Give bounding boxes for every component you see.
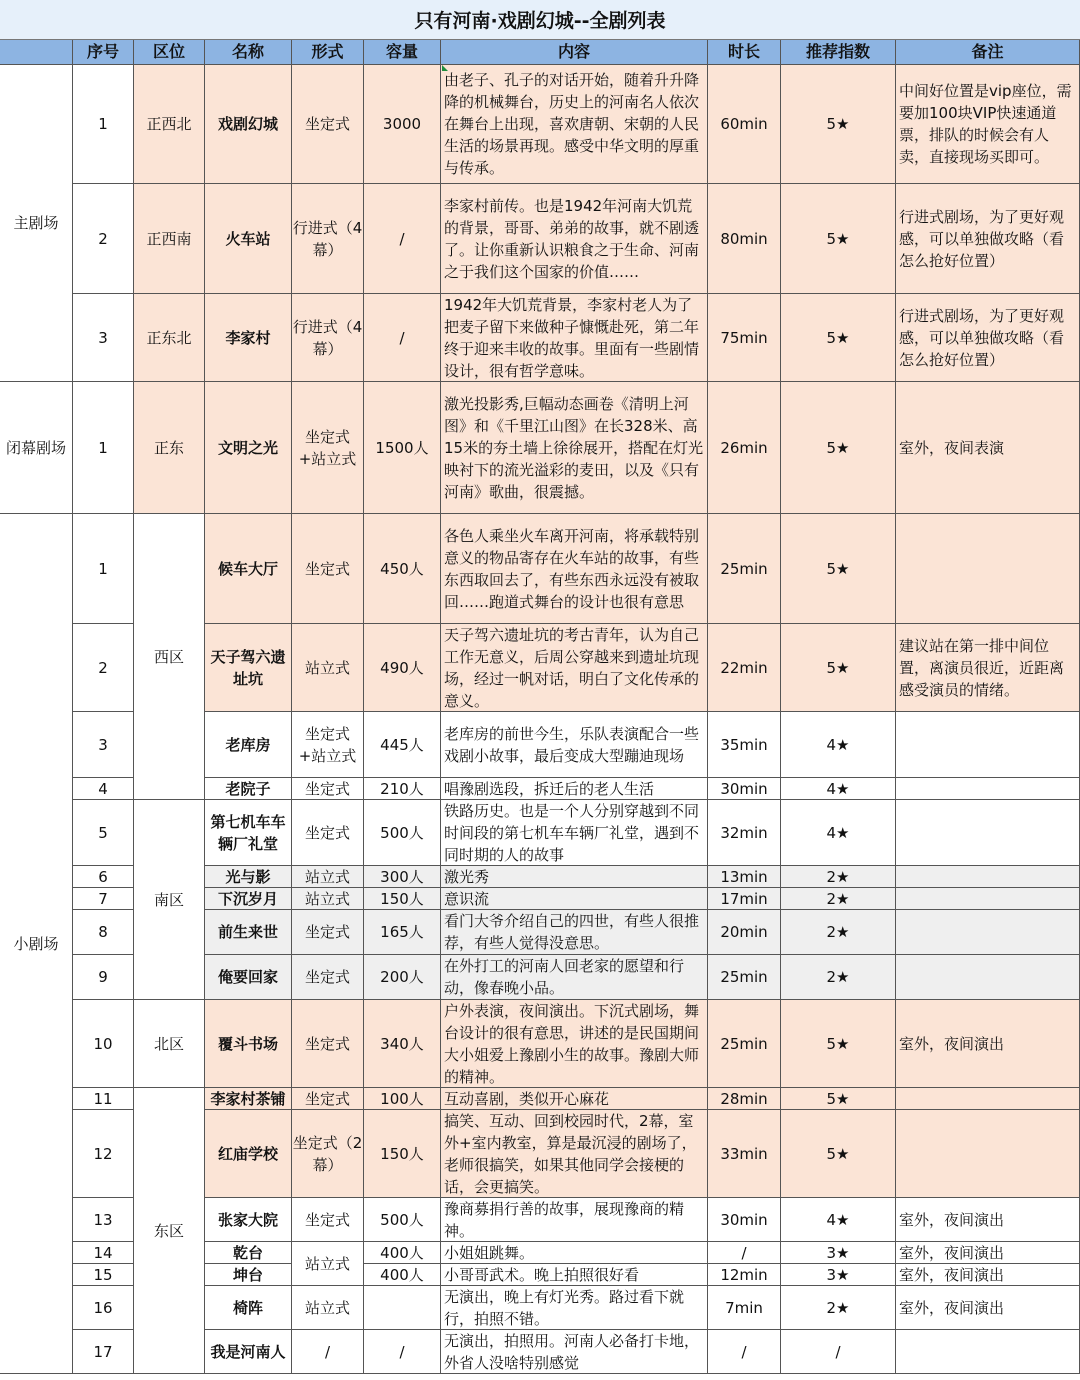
row-number: 1 <box>73 514 134 624</box>
show-capacity: 500人 <box>364 800 441 866</box>
zone-cell: 正东 <box>134 382 205 514</box>
show-name: 乾台 <box>205 1242 292 1264</box>
show-rating: 2★ <box>781 910 896 955</box>
show-content: 小姐姐跳舞。 <box>441 1242 708 1264</box>
header-rating: 推荐指数 <box>781 40 896 65</box>
show-name: 李家村 <box>205 294 292 382</box>
row-number: 12 <box>73 1110 134 1198</box>
row-number: 11 <box>73 1088 134 1110</box>
show-name: 老院子 <box>205 778 292 800</box>
show-capacity: 500人 <box>364 1198 441 1242</box>
group-small: 小剧场 <box>0 514 73 1374</box>
show-content: 铁路历史。也是一个人分别穿越到不同时间段的第七机车车辆厂礼堂，遇到不同时期的人的故事 <box>441 800 708 866</box>
show-rating: 5★ <box>781 184 896 294</box>
row-number: 2 <box>73 624 134 712</box>
show-rating: 5★ <box>781 1088 896 1110</box>
show-content: 无演出，拍照用。河南人必备打卡地，外省人没啥特别感觉 <box>441 1330 708 1374</box>
show-capacity: 450人 <box>364 514 441 624</box>
show-duration: 20min <box>708 910 781 955</box>
zone-south: 南区 <box>134 800 205 1000</box>
show-capacity: 100人 <box>364 1088 441 1110</box>
show-name: 下沉岁月 <box>205 888 292 910</box>
show-content: 唱豫剧选段，拆迁后的老人生活 <box>441 778 708 800</box>
header-group <box>0 40 73 65</box>
show-capacity: 210人 <box>364 778 441 800</box>
zone-cell: 正西南 <box>134 184 205 294</box>
show-capacity: 165人 <box>364 910 441 955</box>
show-name: 光与影 <box>205 866 292 888</box>
header-content: 内容 <box>441 40 708 65</box>
show-name: 戏剧幻城 <box>205 65 292 184</box>
show-rating: 5★ <box>781 382 896 514</box>
show-capacity: 400人 <box>364 1242 441 1264</box>
show-capacity: 400人 <box>364 1264 441 1286</box>
show-capacity: 3000 <box>364 65 441 184</box>
row-number: 7 <box>73 888 134 910</box>
show-note <box>896 712 1080 778</box>
show-rating: 3★ <box>781 1264 896 1286</box>
show-note: 行进式剧场，为了更好观感，可以单独做攻略（看怎么抢好位置） <box>896 294 1080 382</box>
show-form: 站立式 <box>292 866 364 888</box>
show-form: 坐定式 <box>292 800 364 866</box>
row-number: 5 <box>73 800 134 866</box>
show-capacity: 1500人 <box>364 382 441 514</box>
show-duration: 7min <box>708 1286 781 1330</box>
comment-marker-icon <box>442 65 448 71</box>
row-number: 13 <box>73 1198 134 1242</box>
show-note: 建议站在第一排中间位置，离演员很近，近距离感受演员的情绪。 <box>896 624 1080 712</box>
show-note <box>896 955 1080 1000</box>
show-duration: 25min <box>708 1000 781 1088</box>
show-rating: 5★ <box>781 514 896 624</box>
show-name: 李家村茶铺 <box>205 1088 292 1110</box>
header-name: 名称 <box>205 40 292 65</box>
show-content: 搞笑、互动、回到校园时代，2幕，室外+室内教室，算是最沉浸的剧场了，老师很搞笑，如果其他同学会接梗的话，会更搞笑。 <box>441 1110 708 1198</box>
show-note: 行进式剧场，为了更好观感，可以单独做攻略（看怎么抢好位置） <box>896 184 1080 294</box>
header-note: 备注 <box>896 40 1080 65</box>
show-duration: 28min <box>708 1088 781 1110</box>
sheet-title: 只有河南·戏剧幻城--全剧列表 <box>0 0 1080 40</box>
row-number: 2 <box>73 184 134 294</box>
show-content: 李家村前传。也是1942年河南大饥荒的背景，哥哥、弟弟的故事，就不剧透了。让你重新认识粮食之于生命、河南之于我们这个国家的价值…… <box>441 184 708 294</box>
show-note: 中间好位置是vip座位，需要加100块VIP快速通道票，排队的时候会有人卖，直接现场买即可。 <box>896 65 1080 184</box>
show-form: 行进式（4幕） <box>292 294 364 382</box>
show-note <box>896 910 1080 955</box>
show-content: 意识流 <box>441 888 708 910</box>
show-note <box>896 1088 1080 1110</box>
show-duration: 25min <box>708 955 781 1000</box>
show-rating: 2★ <box>781 888 896 910</box>
show-name: 天子驾六遗址坑 <box>205 624 292 712</box>
show-capacity: 150人 <box>364 1110 441 1198</box>
show-form: 坐定式 <box>292 65 364 184</box>
row-number: 3 <box>73 712 134 778</box>
show-content: 1942年大饥荒背景，李家村老人为了把麦子留下来做种子慷慨赴死，第二年终于迎来丰收的故事。里面有一些剧情设计，很有哲学意味。 <box>441 294 708 382</box>
show-duration: 75min <box>708 294 781 382</box>
show-rating: 4★ <box>781 778 896 800</box>
zone-west: 西区 <box>134 514 205 800</box>
show-duration: 12min <box>708 1264 781 1286</box>
show-duration: 60min <box>708 65 781 184</box>
show-form: / <box>292 1330 364 1374</box>
show-rating: 5★ <box>781 1000 896 1088</box>
row-number: 8 <box>73 910 134 955</box>
show-rating: 4★ <box>781 1198 896 1242</box>
show-name: 红庙学校 <box>205 1110 292 1198</box>
show-rating: / <box>781 1330 896 1374</box>
show-form-merged: 站立式 <box>292 1242 364 1286</box>
row-number: 10 <box>73 1000 134 1088</box>
show-duration: 26min <box>708 382 781 514</box>
row-number: 16 <box>73 1286 134 1330</box>
group-main: 主剧场 <box>0 65 73 382</box>
show-note <box>896 778 1080 800</box>
show-content: 各色人乘坐火车离开河南，将承载特别意义的物品寄存在火车站的故事，有些东西取回去了，有些东西永远没有被取回……跑道式舞台的设计也很有意思 <box>441 514 708 624</box>
show-note: 室外，夜间演出 <box>896 1242 1080 1264</box>
row-number: 3 <box>73 294 134 382</box>
show-note <box>896 514 1080 624</box>
show-note: 室外，夜间演出 <box>896 1264 1080 1286</box>
show-rating: 4★ <box>781 800 896 866</box>
show-capacity: / <box>364 1330 441 1374</box>
show-capacity: 340人 <box>364 1000 441 1088</box>
zone-east: 东区 <box>134 1088 205 1374</box>
zone-cell: 正东北 <box>134 294 205 382</box>
show-name: 第七机车车辆厂礼堂 <box>205 800 292 866</box>
show-duration: 17min <box>708 888 781 910</box>
show-content: 户外表演，夜间演出。下沉式剧场，舞台设计的很有意思，讲述的是民国期间大小姐爱上豫剧小生的故事。豫剧大师的精神。 <box>441 1000 708 1088</box>
show-name: 老库房 <box>205 712 292 778</box>
show-form: 坐定式+站立式 <box>292 712 364 778</box>
row-number: 17 <box>73 1330 134 1374</box>
show-content: 豫商募捐行善的故事，展现豫商的精神。 <box>441 1198 708 1242</box>
zone-cell: 正西北 <box>134 65 205 184</box>
show-name: 覆斗书场 <box>205 1000 292 1088</box>
header-form: 形式 <box>292 40 364 65</box>
show-duration: / <box>708 1330 781 1374</box>
show-rating: 2★ <box>781 866 896 888</box>
show-name: 坤台 <box>205 1264 292 1286</box>
show-rating: 5★ <box>781 624 896 712</box>
show-duration: 22min <box>708 624 781 712</box>
show-rating: 2★ <box>781 955 896 1000</box>
show-duration: 33min <box>708 1110 781 1198</box>
show-content: 互动喜剧，类似开心麻花 <box>441 1088 708 1110</box>
show-note: 室外，夜间演出 <box>896 1286 1080 1330</box>
show-duration: 30min <box>708 778 781 800</box>
show-duration: 25min <box>708 514 781 624</box>
show-content: 看门大爷介绍自己的四世，有些人很推荐，有些人觉得没意思。 <box>441 910 708 955</box>
show-content: 由老子、孔子的对话开始，随着升升降降的机械舞台，历史上的河南名人依次在舞台上出现，喜欢唐朝、宋朝的人民生活的场景再现。感受中华文明的厚重与传承。 <box>441 65 708 184</box>
show-name: 俺要回家 <box>205 955 292 1000</box>
show-note <box>896 1110 1080 1198</box>
row-number: 1 <box>73 65 134 184</box>
zone-north: 北区 <box>134 1000 205 1088</box>
show-form: 站立式 <box>292 1286 364 1330</box>
show-name: 张家大院 <box>205 1198 292 1242</box>
show-rating: 5★ <box>781 65 896 184</box>
show-rating: 4★ <box>781 712 896 778</box>
show-duration: 30min <box>708 1198 781 1242</box>
show-rating: 2★ <box>781 1286 896 1330</box>
row-number: 6 <box>73 866 134 888</box>
header-dur: 时长 <box>708 40 781 65</box>
show-name: 候车大厅 <box>205 514 292 624</box>
show-duration: 32min <box>708 800 781 866</box>
show-rating: 5★ <box>781 294 896 382</box>
show-name: 文明之光 <box>205 382 292 514</box>
row-number: 1 <box>73 382 134 514</box>
show-duration: / <box>708 1242 781 1264</box>
show-duration: 35min <box>708 712 781 778</box>
show-capacity <box>364 1286 441 1330</box>
show-rating: 5★ <box>781 1110 896 1198</box>
show-form: 坐定式 <box>292 778 364 800</box>
show-form: 坐定式+站立式 <box>292 382 364 514</box>
show-content: 天子驾六遗址坑的考古青年，认为自己工作无意义，后周公穿越来到遗址坑现场，经过一帆对话，明白了文化传承的意义。 <box>441 624 708 712</box>
show-capacity: / <box>364 294 441 382</box>
show-capacity: 200人 <box>364 955 441 1000</box>
show-note <box>896 800 1080 866</box>
show-form: 坐定式 <box>292 1000 364 1088</box>
show-capacity: 300人 <box>364 866 441 888</box>
show-capacity: / <box>364 184 441 294</box>
show-form: 站立式 <box>292 624 364 712</box>
show-form: 坐定式 <box>292 1088 364 1110</box>
show-form: 坐定式 <box>292 910 364 955</box>
show-form: 坐定式 <box>292 1198 364 1242</box>
show-rating: 3★ <box>781 1242 896 1264</box>
header-cap: 容量 <box>364 40 441 65</box>
header-zone: 区位 <box>134 40 205 65</box>
show-note <box>896 866 1080 888</box>
show-note <box>896 888 1080 910</box>
show-duration: 80min <box>708 184 781 294</box>
show-name: 火车站 <box>205 184 292 294</box>
header-no: 序号 <box>73 40 134 65</box>
show-capacity: 490人 <box>364 624 441 712</box>
group-closing: 闭幕剧场 <box>0 382 73 514</box>
show-form: 站立式 <box>292 888 364 910</box>
show-capacity: 445人 <box>364 712 441 778</box>
show-form: 坐定式 <box>292 514 364 624</box>
show-form: 坐定式 <box>292 955 364 1000</box>
row-number: 14 <box>73 1242 134 1264</box>
row-number: 4 <box>73 778 134 800</box>
show-name: 椅阵 <box>205 1286 292 1330</box>
show-name: 我是河南人 <box>205 1330 292 1374</box>
show-content: 小哥哥武术。晚上拍照很好看 <box>441 1264 708 1286</box>
show-form: 坐定式（2幕） <box>292 1110 364 1198</box>
show-content: 在外打工的河南人回老家的愿望和行动，像春晚小品。 <box>441 955 708 1000</box>
show-note: 室外，夜间演出 <box>896 1000 1080 1088</box>
show-note <box>896 1330 1080 1374</box>
show-content: 激光投影秀,巨幅动态画卷《清明上河图》和《千里江山图》在长328米、高15米的夯土墙上徐徐展开，搭配在灯光映衬下的流光溢彩的麦田，以及《只有河南》歌曲，很震撼。 <box>441 382 708 514</box>
show-content: 激光秀 <box>441 866 708 888</box>
show-note: 室外，夜间演出 <box>896 1198 1080 1242</box>
show-duration: 13min <box>708 866 781 888</box>
show-name: 前生来世 <box>205 910 292 955</box>
row-number: 9 <box>73 955 134 1000</box>
show-note: 室外，夜间表演 <box>896 382 1080 514</box>
row-number: 15 <box>73 1264 134 1286</box>
show-form: 行进式（4幕） <box>292 184 364 294</box>
show-capacity: 150人 <box>364 888 441 910</box>
show-content: 无演出，晚上有灯光秀。路过看下就行，拍照不错。 <box>441 1286 708 1330</box>
show-content: 老库房的前世今生，乐队表演配合一些戏剧小故事，最后变成大型蹦迪现场 <box>441 712 708 778</box>
